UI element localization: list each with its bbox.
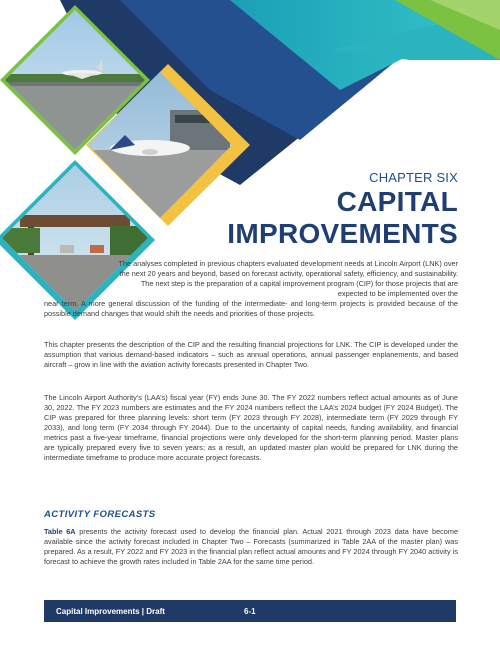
chapter-title-line1: CAPITAL [336,186,458,217]
section-heading-activity-forecasts: ACTIVITY FORECASTS [44,509,156,520]
paragraph-fiscal-year: The Lincoln Airport Authority’s (LAA’s) fiscal year (FY) ends June 30. The FY 2022 numbers reflect actual amounts as of June 30, 2022. The FY 2023 numbers are estimates and the FY 2024 numbers reflect the LAA’s 2024 budget (FY 2024 Budget). The CIP was prepared for three planning levels: short term (FY 2023 through FY 2028), intermediate term (FY 2029 through FY 2033), and long term (FY 2034 through FY 2044). Due to the uncertainty of capital needs, funding availability, and financial metrics past a five-year timeframe, financial projections were only developed for the short-term planning period. Master plans are typically prepared every five to seven years; as a result, an updated master plan would be prepared for LNK during the intermediate timeframe to produce more accurate project forecasts. [44,393,458,462]
paragraph-cip-description: This chapter presents the description of the CIP and the resulting financial projections for LNK. The CIP is developed under the assumption that various demand-based indicators – such as annual operations, annual passenger enplanements, and based aircraft – grow in line with the aviation activity forecasts presented in Chapter Two. [44,340,458,369]
page-footer [44,600,456,622]
intro-paragraph-bottom: near term. A more general discussion of the funding of the intermediate- and long-term projects is provided because of the possible demand changes that would shift the needs and priorities of those projects. [44,299,458,318]
chapter-title-line2: IMPROVEMENTS [227,218,458,249]
chapter-label: CHAPTER SIX [369,170,458,185]
intro-paragraph-top: The analyses completed in previous chapters evaluated development needs at Lincoln Airport (LNK) over the next 20 years and beyond, based on forecast activity, operational safety, efficiency, and sustainability. The next step is the preparation of a capital improvement program (CIP) for those projects that are expected to be implemented over the [118,259,458,298]
footer-page-number: 6-1 [244,607,256,616]
paragraph-activity-forecasts [44,527,458,567]
activity-forecasts-text: presents the activity forecast used to develop the financial plan. Actual 2021 through 2023 data have become available since the activity forecast included in Chapter Two – Forecasts (summarized in Table 2AA of the master plan) was prepared. As a result, FY 2022 and FY 2023 in the financial plan reflect actual amounts and FY 2024 through FY 2040 activity is forecast to achieve the growth rates included in Table 2AA for the same time period. [44,527,458,566]
table-reference: Table 6A [44,527,76,536]
chapter-title [227,186,458,250]
footer-label: Capital Improvements | Draft [56,607,165,616]
